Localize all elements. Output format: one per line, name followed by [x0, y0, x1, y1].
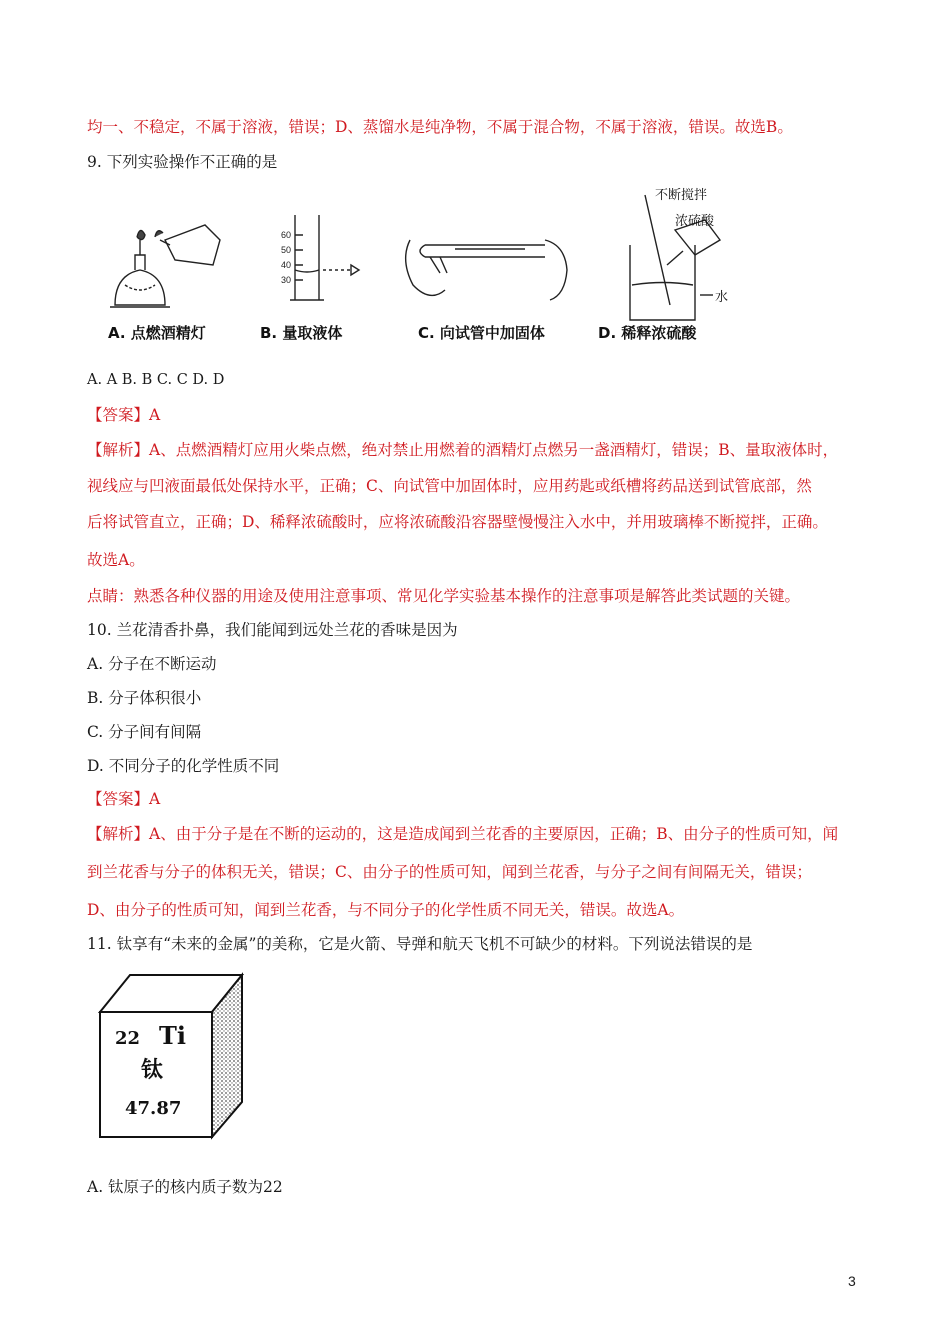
question-10-option-c: C. 分子间有间隔	[87, 723, 202, 741]
cylinder-tick-50: 50	[281, 245, 292, 255]
question-10-option-a: A. 分子在不断运动	[87, 655, 217, 673]
lab-operations-illustration	[95, 185, 735, 345]
figure-9-experiments	[95, 185, 735, 345]
question-9-answer: 【答案】A	[87, 406, 161, 424]
titanium-element-cell	[97, 972, 247, 1142]
question-10-option-b: B. 分子体积很小	[87, 689, 202, 707]
label-water: 水	[715, 290, 729, 305]
question-10-explanation-3: D、由分子的性质可知，闻到兰花香，与不同分子的化学性质不同无关，错误。故选A。	[87, 901, 685, 919]
question-11: 11. 钛享有“未来的金属”的美称，它是火箭、导弹和航天飞机不可缺少的材料。下列说法错误的是	[87, 935, 753, 953]
question-11-option-a: A. 钛原子的核内质子数为22	[87, 1178, 283, 1196]
question-10-option-d: D. 不同分子的化学性质不同	[87, 757, 280, 775]
question-10: 10. 兰花清香扑鼻，我们能闻到远处兰花的香味是因为	[87, 621, 458, 639]
element-symbol: Ti	[159, 1021, 186, 1050]
label-conc-acid: 浓硫酸	[675, 214, 715, 229]
cylinder-tick-40: 40	[281, 260, 292, 270]
question-9-explanation-1: 【解析】A、点燃酒精灯应用火柴点燃，绝对禁止用燃着的酒精灯点燃另一盏酒精灯，错误；B、量取液体时，	[87, 441, 839, 459]
question-10-answer: 【答案】A	[87, 790, 161, 808]
page-number: 3	[848, 1273, 856, 1289]
caption-b: B. 量取液体	[260, 324, 343, 342]
question-9-tip: 点睛：熟悉各种仪器的用途及使用注意事项、常见化学实验基本操作的注意事项是解答此类试题的关键。	[87, 587, 801, 605]
question-9-explanation-2: 视线应与凹液面最低处保持水平，正确；C、向试管中加固体时，应用药匙或纸槽将药品送到试管底部，然	[87, 477, 812, 495]
element-cube-drawing	[97, 972, 247, 1142]
prev-explanation-end: 均一、不稳定，不属于溶液，错误；D、蒸馏水是纯净物，不属于混合物，不属于溶液，错误。故选B。	[87, 118, 793, 136]
atomic-mass: 47.87	[125, 1098, 182, 1119]
question-10-explanation-1: 【解析】A、由于分子是在不断的运动的，这是造成闻到兰花香的主要原因，正确；B、由分子的性质可知，闻	[87, 825, 839, 843]
question-9: 9. 下列实验操作不正确的是	[87, 153, 278, 171]
cylinder-tick-30: 30	[281, 275, 292, 285]
caption-d: D. 稀释浓硫酸	[598, 324, 697, 342]
caption-a: A. 点燃酒精灯	[108, 324, 206, 342]
question-10-explanation-2: 到兰花香与分子的体积无关，错误；C、由分子的性质可知，闻到兰花香，与分子之间有间隔无关，错误；	[87, 863, 812, 881]
measuring-cylinder-drawing	[290, 215, 359, 300]
cylinder-tick-60: 60	[281, 230, 292, 240]
question-9-explanation-4: 故选A。	[87, 551, 145, 569]
caption-c: C. 向试管中加固体	[418, 324, 545, 342]
alcohol-lamp-drawing	[110, 225, 220, 307]
label-stir: 不断搅拌	[655, 188, 708, 203]
test-tube-drawing	[406, 240, 567, 300]
question-9-explanation-3: 后将试管直立，正确；D、稀释浓硫酸时，应将浓硫酸沿容器壁慢慢注入水中，并用玻璃棒不断搅拌，正确。	[87, 513, 828, 531]
element-name: 钛	[141, 1057, 164, 1083]
question-9-options: A. A B. B C. C D. D	[87, 372, 225, 388]
atomic-number: 22	[115, 1028, 141, 1049]
